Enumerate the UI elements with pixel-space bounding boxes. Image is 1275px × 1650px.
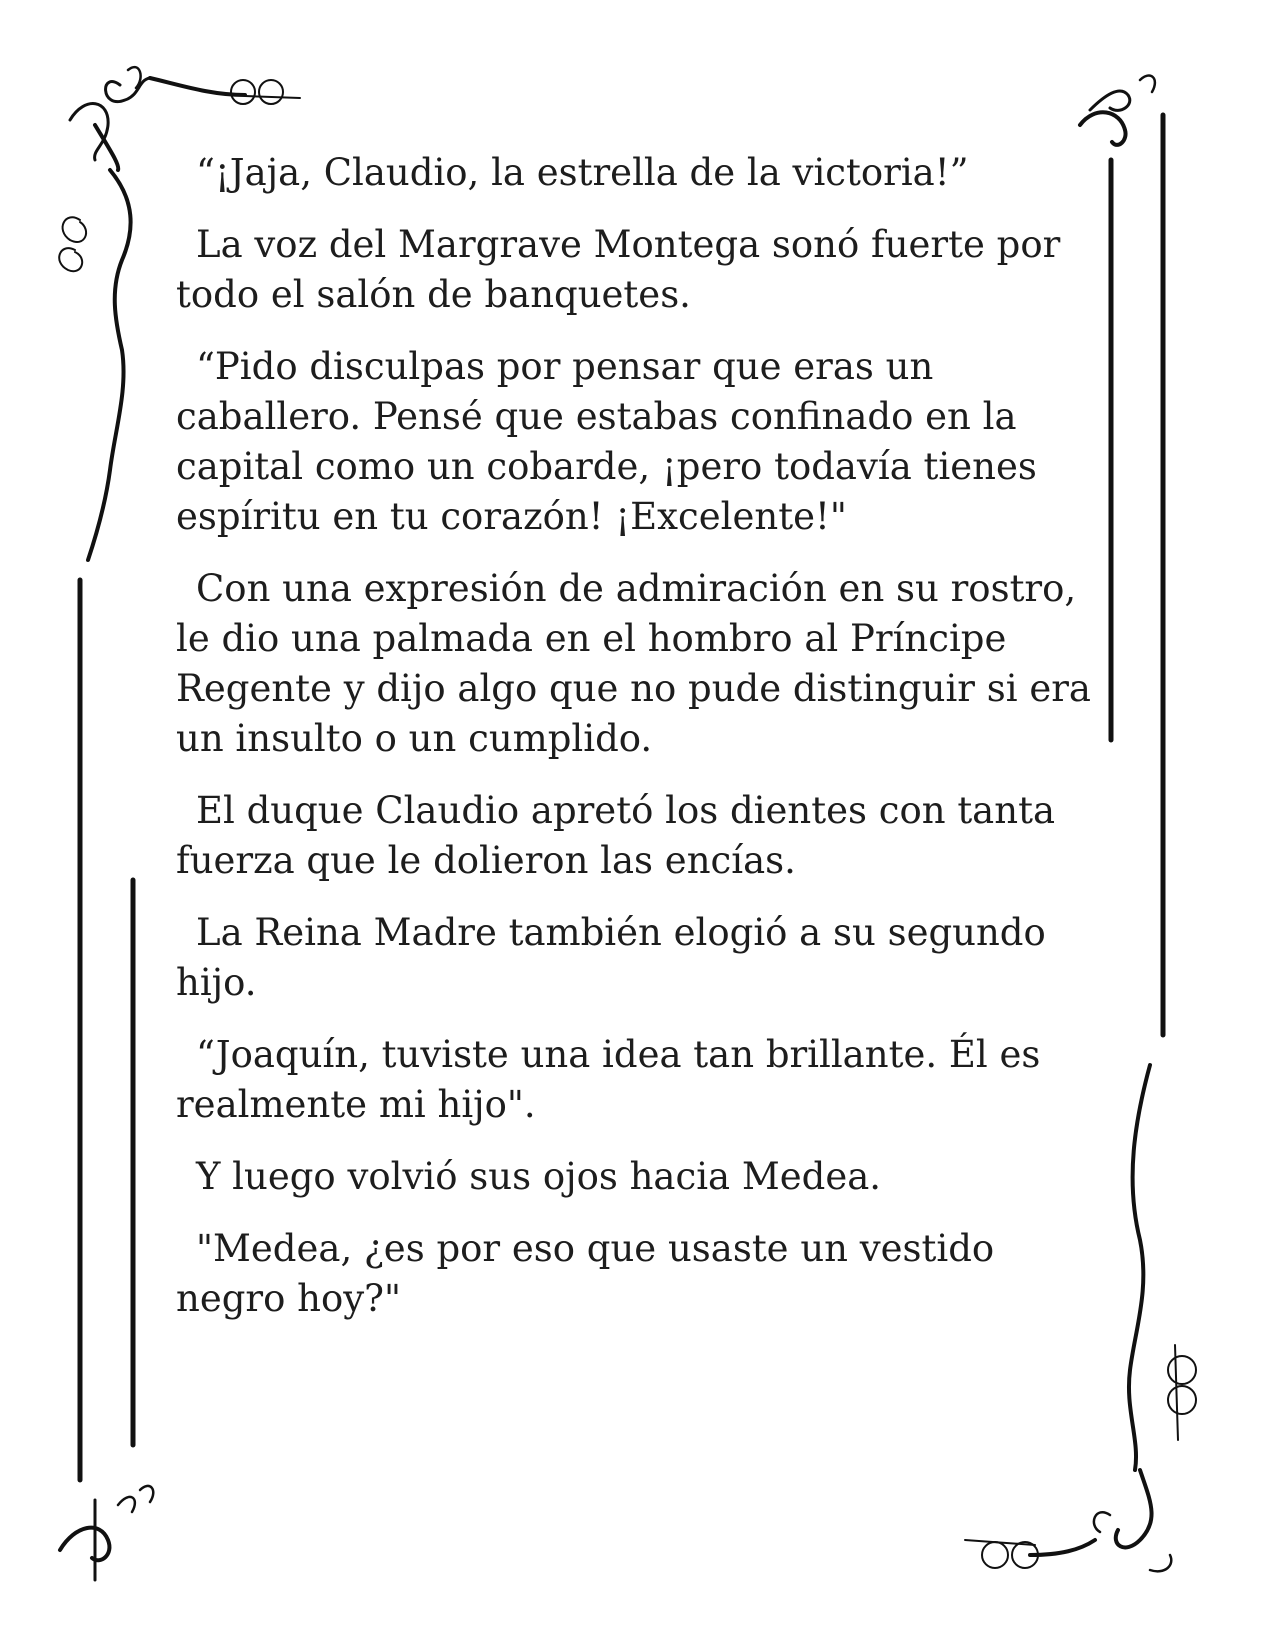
paragraph-2: La voz del Margrave Montega sonó fuerte por todo el salón de banquetes. bbox=[176, 223, 1061, 316]
paragraph-5: El duque Claudio apretó los dientes con tanta fuerza que le dolieron las encías. bbox=[176, 789, 1056, 882]
paragraph-8: Y luego volvió sus ojos hacia Medea. bbox=[196, 1155, 882, 1198]
story-text bbox=[176, 148, 1096, 1346]
paragraph-3: “Pido disculpas por pensar que eras un caballero. Pensé que estabas confinado en la capital como un cobarde, ¡pero todavía tienes espíritu en tu corazón! ¡Excelente!" bbox=[176, 345, 1037, 538]
paragraph-4: Con una expresión de admiración en su rostro, le dio una palmada en el hombro al Príncipe Regente y dijo algo que no pude distinguir si era un insulto o un cumplido. bbox=[176, 567, 1091, 760]
paragraph-6: La Reina Madre también elogió a su segundo hijo. bbox=[176, 911, 1046, 1004]
paragraph-1: “¡Jaja, Claudio, la estrella de la victoria!” bbox=[196, 151, 969, 194]
paragraph-7: “Joaquín, tuviste una idea tan brillante. Él es realmente mi hijo". bbox=[176, 1033, 1041, 1126]
paragraph-9: "Medea, ¿es por eso que usaste un vestido negro hoy?" bbox=[176, 1227, 995, 1320]
bottom-left-flourish bbox=[60, 1486, 153, 1580]
